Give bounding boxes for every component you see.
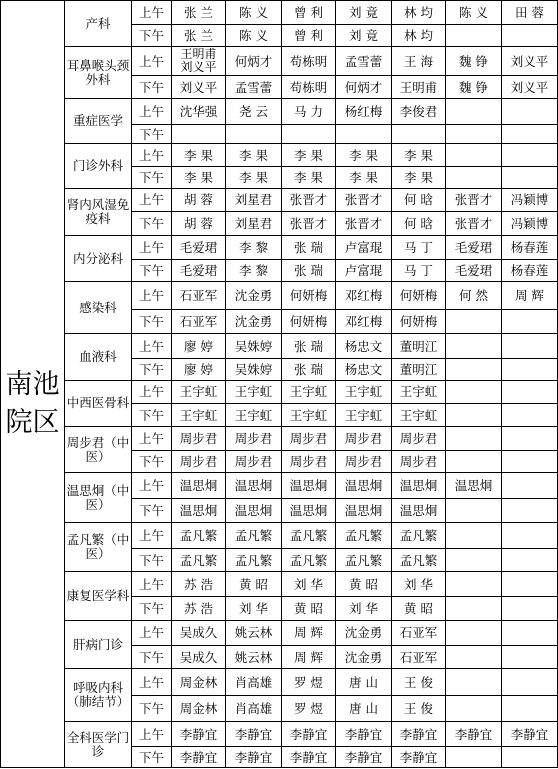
doctor-cell (502, 620, 558, 645)
department-name: 耳鼻喉头颈外科 (65, 47, 132, 99)
doctor-cell: 石亚军 (392, 620, 446, 645)
shift-am-label: 上午 (132, 282, 172, 310)
doctor-cell: 李 黎 (226, 259, 282, 282)
doctor-cell (446, 24, 502, 47)
doctor-cell: 陈 义 (226, 1, 282, 25)
doctor-cell: 杨忠文 (336, 358, 392, 380)
shift-pm-label: 下午 (132, 212, 172, 236)
doctor-cell (226, 125, 282, 144)
doctor-cell: 周 辉 (282, 645, 336, 669)
doctor-cell: 石亚军 (172, 310, 226, 334)
doctor-cell: 张晋才 (446, 188, 502, 212)
doctor-cell (502, 358, 558, 380)
doctor-cell: 王宇虹 (282, 380, 336, 404)
doctor-cell: 周金林 (172, 696, 226, 722)
doctor-cell: 苏 浩 (172, 597, 226, 621)
shift-am-label: 上午 (132, 380, 172, 404)
doctor-cell (446, 380, 502, 404)
doctor-cell (502, 597, 558, 621)
doctor-cell (502, 473, 558, 499)
department-name: 感染科 (65, 282, 132, 334)
doctor-cell: 刘星君 (226, 188, 282, 212)
table-row (1, 522, 558, 548)
doctor-cell: 何妍梅 (282, 310, 336, 334)
doctor-cell: 李静宜 (282, 747, 336, 768)
table-row (1, 144, 558, 167)
doctor-cell: 刘 华 (226, 597, 282, 621)
table-row (1, 282, 558, 310)
doctor-cell: 马 丁 (392, 259, 446, 282)
doctor-cell: 温思炯 (226, 473, 282, 499)
doctor-cell: 毛爱珺 (172, 236, 226, 260)
doctor-cell: 刘 华 (282, 572, 336, 597)
doctor-cell (502, 548, 558, 572)
doctor-cell: 尧 云 (226, 99, 282, 125)
doctor-cell (446, 499, 502, 523)
doctor-cell (502, 696, 558, 722)
doctor-cell (446, 572, 502, 597)
doctor-cell: 周步君 (282, 450, 336, 473)
doctor-cell: 杨红梅 (336, 99, 392, 125)
shift-am-label: 上午 (132, 620, 172, 645)
doctor-cell: 苟栋明 (282, 47, 336, 76)
doctor-cell: 沈金勇 (226, 310, 282, 334)
doctor-cell: 唐 山 (336, 696, 392, 722)
doctor-cell: 何妍梅 (392, 310, 446, 334)
doctor-cell: 吴姝婷 (226, 334, 282, 359)
doctor-cell (172, 125, 226, 144)
campus-name: 南池院区 (1, 1, 65, 768)
doctor-cell: 孟凡繁 (336, 522, 392, 548)
doctor-cell: 温思炯 (172, 499, 226, 523)
doctor-cell: 罗 煜 (282, 669, 336, 696)
doctor-cell (502, 747, 558, 768)
doctor-cell: 李静宜 (226, 747, 282, 768)
doctor-cell: 林 均 (392, 1, 446, 25)
doctor-cell: 唐 山 (336, 669, 392, 696)
doctor-cell: 温思炯 (226, 499, 282, 523)
doctor-cell: 魏 铮 (446, 76, 502, 99)
doctor-cell (502, 144, 558, 167)
doctor-cell: 吴成久 (172, 645, 226, 669)
doctor-cell: 孟凡繁 (172, 522, 226, 548)
doctor-cell: 王宇虹 (172, 380, 226, 404)
doctor-cell: 孟凡繁 (226, 522, 282, 548)
shift-pm-label: 下午 (132, 404, 172, 427)
doctor-cell: 张 瑞 (282, 358, 336, 380)
shift-pm-label: 下午 (132, 24, 172, 47)
doctor-cell (502, 645, 558, 669)
doctor-cell: 张 兰 (172, 24, 226, 47)
doctor-cell: 周步君 (172, 450, 226, 473)
doctor-cell (502, 522, 558, 548)
doctor-cell: 张 兰 (172, 1, 226, 25)
doctor-cell: 石亚军 (172, 282, 226, 310)
doctor-cell (446, 548, 502, 572)
doctor-cell: 温思炯 (336, 499, 392, 523)
doctor-cell: 陈 义 (446, 1, 502, 25)
doctor-cell: 周步君 (336, 450, 392, 473)
doctor-cell: 李 果 (392, 144, 446, 167)
shift-am-label: 上午 (132, 1, 172, 25)
doctor-cell: 罗 煜 (282, 696, 336, 722)
doctor-cell (446, 334, 502, 359)
department-name: 中西医骨科 (65, 380, 132, 426)
doctor-cell: 李静宜 (392, 722, 446, 747)
doctor-cell: 李 果 (226, 167, 282, 189)
department-name: 肝病门诊 (65, 620, 132, 669)
doctor-cell: 王宇虹 (226, 404, 282, 427)
doctor-cell: 孟凡繁 (336, 548, 392, 572)
doctor-cell: 肖高雄 (226, 696, 282, 722)
doctor-cell: 吴姝婷 (226, 358, 282, 380)
shift-am-label: 上午 (132, 473, 172, 499)
doctor-cell: 王 俊 (392, 696, 446, 722)
doctor-cell: 孟雪蕾 (226, 76, 282, 99)
doctor-cell: 张晋才 (282, 212, 336, 236)
doctor-cell: 张晋才 (446, 212, 502, 236)
doctor-cell: 王 海 (392, 47, 446, 76)
doctor-cell: 李静宜 (336, 747, 392, 768)
doctor-cell: 周步君 (226, 426, 282, 450)
doctor-cell: 曾 利 (282, 24, 336, 47)
shift-am-label: 上午 (132, 144, 172, 167)
doctor-cell: 何 然 (446, 282, 502, 310)
doctor-cell: 孟凡繁 (392, 522, 446, 548)
doctor-cell: 杨春莲 (502, 259, 558, 282)
doctor-cell: 刘义平 (502, 76, 558, 99)
doctor-cell: 马 丁 (392, 236, 446, 260)
doctor-cell (502, 404, 558, 427)
doctor-cell: 周金林 (172, 669, 226, 696)
doctor-cell: 何妍梅 (282, 282, 336, 310)
doctor-cell (502, 167, 558, 189)
doctor-cell (502, 310, 558, 334)
table-row (1, 620, 558, 645)
department-name: 温思炯（中医） (65, 473, 132, 523)
doctor-cell: 沈金勇 (336, 645, 392, 669)
table-row (1, 334, 558, 359)
doctor-cell: 温思炯 (446, 473, 502, 499)
shift-am-label: 上午 (132, 236, 172, 260)
shift-am-label: 上午 (132, 334, 172, 359)
doctor-cell: 吴成久 (172, 620, 226, 645)
table-row (1, 188, 558, 212)
doctor-cell: 周步君 (392, 450, 446, 473)
shift-am-label: 上午 (132, 572, 172, 597)
doctor-cell: 李静宜 (172, 747, 226, 768)
doctor-cell (502, 669, 558, 696)
department-name: 呼吸内科（肺结节） (65, 669, 132, 722)
doctor-cell: 邓红梅 (336, 310, 392, 334)
doctor-cell: 张 瑞 (282, 334, 336, 359)
doctor-cell: 刘 华 (336, 597, 392, 621)
doctor-cell (282, 125, 336, 144)
department-name: 全科医学门诊 (65, 722, 132, 768)
doctor-cell: 李 黎 (226, 236, 282, 260)
doctor-cell: 刘 竟 (336, 1, 392, 25)
doctor-cell: 周步君 (282, 426, 336, 450)
doctor-cell: 马 力 (282, 99, 336, 125)
doctor-cell: 李 果 (172, 167, 226, 189)
doctor-cell: 温思炯 (336, 473, 392, 499)
doctor-cell: 温思炯 (282, 473, 336, 499)
doctor-cell: 李静宜 (446, 722, 502, 747)
doctor-cell: 冯颖博 (502, 188, 558, 212)
doctor-cell: 姚云林 (226, 645, 282, 669)
doctor-cell: 肖高雄 (226, 669, 282, 696)
table-row (1, 473, 558, 499)
department-name: 重症医学 (65, 99, 132, 144)
shift-am-label: 上午 (132, 47, 172, 76)
shift-pm-label: 下午 (132, 645, 172, 669)
doctor-cell: 卢富琨 (336, 259, 392, 282)
doctor-cell: 刘星君 (226, 212, 282, 236)
doctor-cell: 苏 浩 (172, 572, 226, 597)
doctor-cell (446, 696, 502, 722)
doctor-cell: 沈金勇 (336, 620, 392, 645)
doctor-cell: 黄 昭 (226, 572, 282, 597)
doctor-cell (446, 747, 502, 768)
doctor-cell: 何炳才 (336, 76, 392, 99)
doctor-cell (502, 24, 558, 47)
shift-pm-label: 下午 (132, 499, 172, 523)
doctor-cell: 李俊君 (392, 99, 446, 125)
doctor-cell: 王宇虹 (392, 404, 446, 427)
doctor-cell: 王宇虹 (226, 380, 282, 404)
doctor-cell: 沈华强 (172, 99, 226, 125)
doctor-cell: 邓红梅 (336, 282, 392, 310)
doctor-cell: 周 辉 (282, 620, 336, 645)
doctor-cell: 温思炯 (282, 499, 336, 523)
doctor-cell: 董明江 (392, 334, 446, 359)
doctor-cell (446, 669, 502, 696)
table-row (1, 669, 558, 696)
shift-pm-label: 下午 (132, 167, 172, 189)
doctor-cell: 林 均 (392, 24, 446, 47)
doctor-cell: 张 瑞 (282, 236, 336, 260)
doctor-cell: 胡 蓉 (172, 212, 226, 236)
doctor-cell: 何 晗 (392, 212, 446, 236)
department-name: 康复医学科 (65, 572, 132, 621)
department-name: 产科 (65, 1, 132, 47)
doctor-cell: 何妍梅 (392, 282, 446, 310)
doctor-cell (446, 310, 502, 334)
shift-am-label: 上午 (132, 722, 172, 747)
doctor-cell: 李 果 (336, 144, 392, 167)
doctor-cell (446, 99, 502, 125)
doctor-cell: 李 果 (282, 167, 336, 189)
doctor-cell: 李静宜 (282, 722, 336, 747)
doctor-cell (502, 334, 558, 359)
doctor-cell: 杨春莲 (502, 236, 558, 260)
doctor-cell (446, 645, 502, 669)
doctor-cell: 李静宜 (226, 722, 282, 747)
doctor-cell: 卢富琨 (336, 236, 392, 260)
doctor-cell (446, 404, 502, 427)
doctor-cell: 沈金勇 (226, 282, 282, 310)
doctor-cell: 周步君 (336, 426, 392, 450)
doctor-cell (502, 450, 558, 473)
table-row (1, 236, 558, 260)
shift-pm-label: 下午 (132, 450, 172, 473)
shift-pm-label: 下午 (132, 597, 172, 621)
doctor-cell: 李 果 (282, 144, 336, 167)
department-name: 门诊外科 (65, 144, 132, 188)
doctor-cell: 廖 婷 (172, 334, 226, 359)
doctor-cell (502, 426, 558, 450)
doctor-cell: 王宇虹 (336, 404, 392, 427)
shift-am-label: 上午 (132, 522, 172, 548)
doctor-cell (502, 125, 558, 144)
doctor-cell: 王宇虹 (336, 380, 392, 404)
doctor-cell: 孟凡繁 (172, 548, 226, 572)
doctor-cell: 周步君 (392, 426, 446, 450)
table-row (1, 99, 558, 125)
doctor-cell: 李 果 (172, 144, 226, 167)
doctor-cell: 孟雪蕾 (336, 47, 392, 76)
doctor-cell: 李静宜 (502, 722, 558, 747)
doctor-cell: 苟栋明 (282, 76, 336, 99)
doctor-cell: 陈 义 (226, 24, 282, 47)
doctor-cell: 孟凡繁 (226, 548, 282, 572)
doctor-cell: 周 辉 (502, 282, 558, 310)
table-row (1, 722, 558, 747)
doctor-cell: 张 瑞 (282, 259, 336, 282)
doctor-cell: 孟凡繁 (392, 548, 446, 572)
department-name: 周步君（中医） (65, 426, 132, 472)
shift-pm-label: 下午 (132, 125, 172, 144)
doctor-cell: 温思炯 (392, 473, 446, 499)
doctor-cell: 温思炯 (392, 499, 446, 523)
shift-pm-label: 下午 (132, 548, 172, 572)
doctor-cell (502, 572, 558, 597)
doctor-cell: 杨忠文 (336, 334, 392, 359)
doctor-cell: 王宇虹 (392, 380, 446, 404)
doctor-cell: 刘义平 (172, 76, 226, 99)
shift-am-label: 上午 (132, 669, 172, 696)
table-row (1, 426, 558, 450)
doctor-cell: 石亚军 (392, 645, 446, 669)
doctor-cell: 张晋才 (336, 212, 392, 236)
doctor-cell: 李静宜 (392, 747, 446, 768)
shift-am-label: 上午 (132, 426, 172, 450)
doctor-cell (502, 99, 558, 125)
doctor-cell: 王宇虹 (172, 404, 226, 427)
doctor-cell: 周步君 (226, 450, 282, 473)
doctor-cell: 王明甫 刘义平 (172, 47, 226, 76)
shift-pm-label: 下午 (132, 747, 172, 768)
department-name: 肾内风湿免疫科 (65, 188, 132, 235)
shift-pm-label: 下午 (132, 310, 172, 334)
shift-am-label: 上午 (132, 99, 172, 125)
doctor-cell (446, 358, 502, 380)
department-name: 内分泌科 (65, 236, 132, 282)
table-row (1, 1, 558, 25)
doctor-cell (446, 125, 502, 144)
doctor-cell (336, 125, 392, 144)
shift-am-label: 上午 (132, 188, 172, 212)
doctor-cell: 王 俊 (392, 669, 446, 696)
doctor-cell (446, 426, 502, 450)
doctor-cell (502, 499, 558, 523)
doctor-cell: 张晋才 (336, 188, 392, 212)
doctor-cell: 李 果 (226, 144, 282, 167)
shift-pm-label: 下午 (132, 76, 172, 99)
department-name: 孟凡繁（中医） (65, 522, 132, 572)
doctor-cell (392, 125, 446, 144)
doctor-cell (502, 380, 558, 404)
doctor-cell: 胡 蓉 (172, 188, 226, 212)
doctor-cell (446, 597, 502, 621)
doctor-cell: 刘 竟 (336, 24, 392, 47)
doctor-cell: 黄 昭 (282, 597, 336, 621)
doctor-cell: 孟凡繁 (282, 522, 336, 548)
table-row (1, 47, 558, 76)
doctor-cell: 周步君 (172, 426, 226, 450)
doctor-cell (446, 522, 502, 548)
table-row (1, 380, 558, 404)
doctor-cell: 魏 铮 (446, 47, 502, 76)
shift-pm-label: 下午 (132, 696, 172, 722)
doctor-cell: 李 果 (392, 167, 446, 189)
doctor-cell: 冯颖博 (502, 212, 558, 236)
shift-pm-label: 下午 (132, 358, 172, 380)
doctor-cell: 孟凡繁 (282, 548, 336, 572)
doctor-cell: 王明甫 (392, 76, 446, 99)
doctor-cell (446, 450, 502, 473)
doctor-cell: 曾 利 (282, 1, 336, 25)
doctor-cell: 张晋才 (282, 188, 336, 212)
doctor-cell: 王宇虹 (282, 404, 336, 427)
doctor-cell (446, 167, 502, 189)
shift-pm-label: 下午 (132, 259, 172, 282)
doctor-cell: 姚云林 (226, 620, 282, 645)
table-row (1, 572, 558, 597)
doctor-cell: 毛爱珺 (446, 259, 502, 282)
doctor-cell: 黄 昭 (336, 572, 392, 597)
doctor-cell: 李 果 (336, 167, 392, 189)
doctor-cell: 刘 华 (392, 572, 446, 597)
doctor-cell: 刘义平 (502, 47, 558, 76)
doctor-cell: 李静宜 (172, 722, 226, 747)
doctor-cell: 李静宜 (336, 722, 392, 747)
doctor-cell: 何 晗 (392, 188, 446, 212)
doctor-cell: 黄 昭 (392, 597, 446, 621)
doctor-cell: 廖 婷 (172, 358, 226, 380)
doctor-cell: 董明江 (392, 358, 446, 380)
doctor-cell: 田 蓉 (502, 1, 558, 25)
doctor-cell: 毛爱珺 (172, 259, 226, 282)
department-name: 血液科 (65, 334, 132, 380)
doctor-cell: 何炳才 (226, 47, 282, 76)
doctor-cell (446, 620, 502, 645)
doctor-cell (446, 144, 502, 167)
doctor-cell: 毛爱珺 (446, 236, 502, 260)
doctor-cell: 温思炯 (172, 473, 226, 499)
